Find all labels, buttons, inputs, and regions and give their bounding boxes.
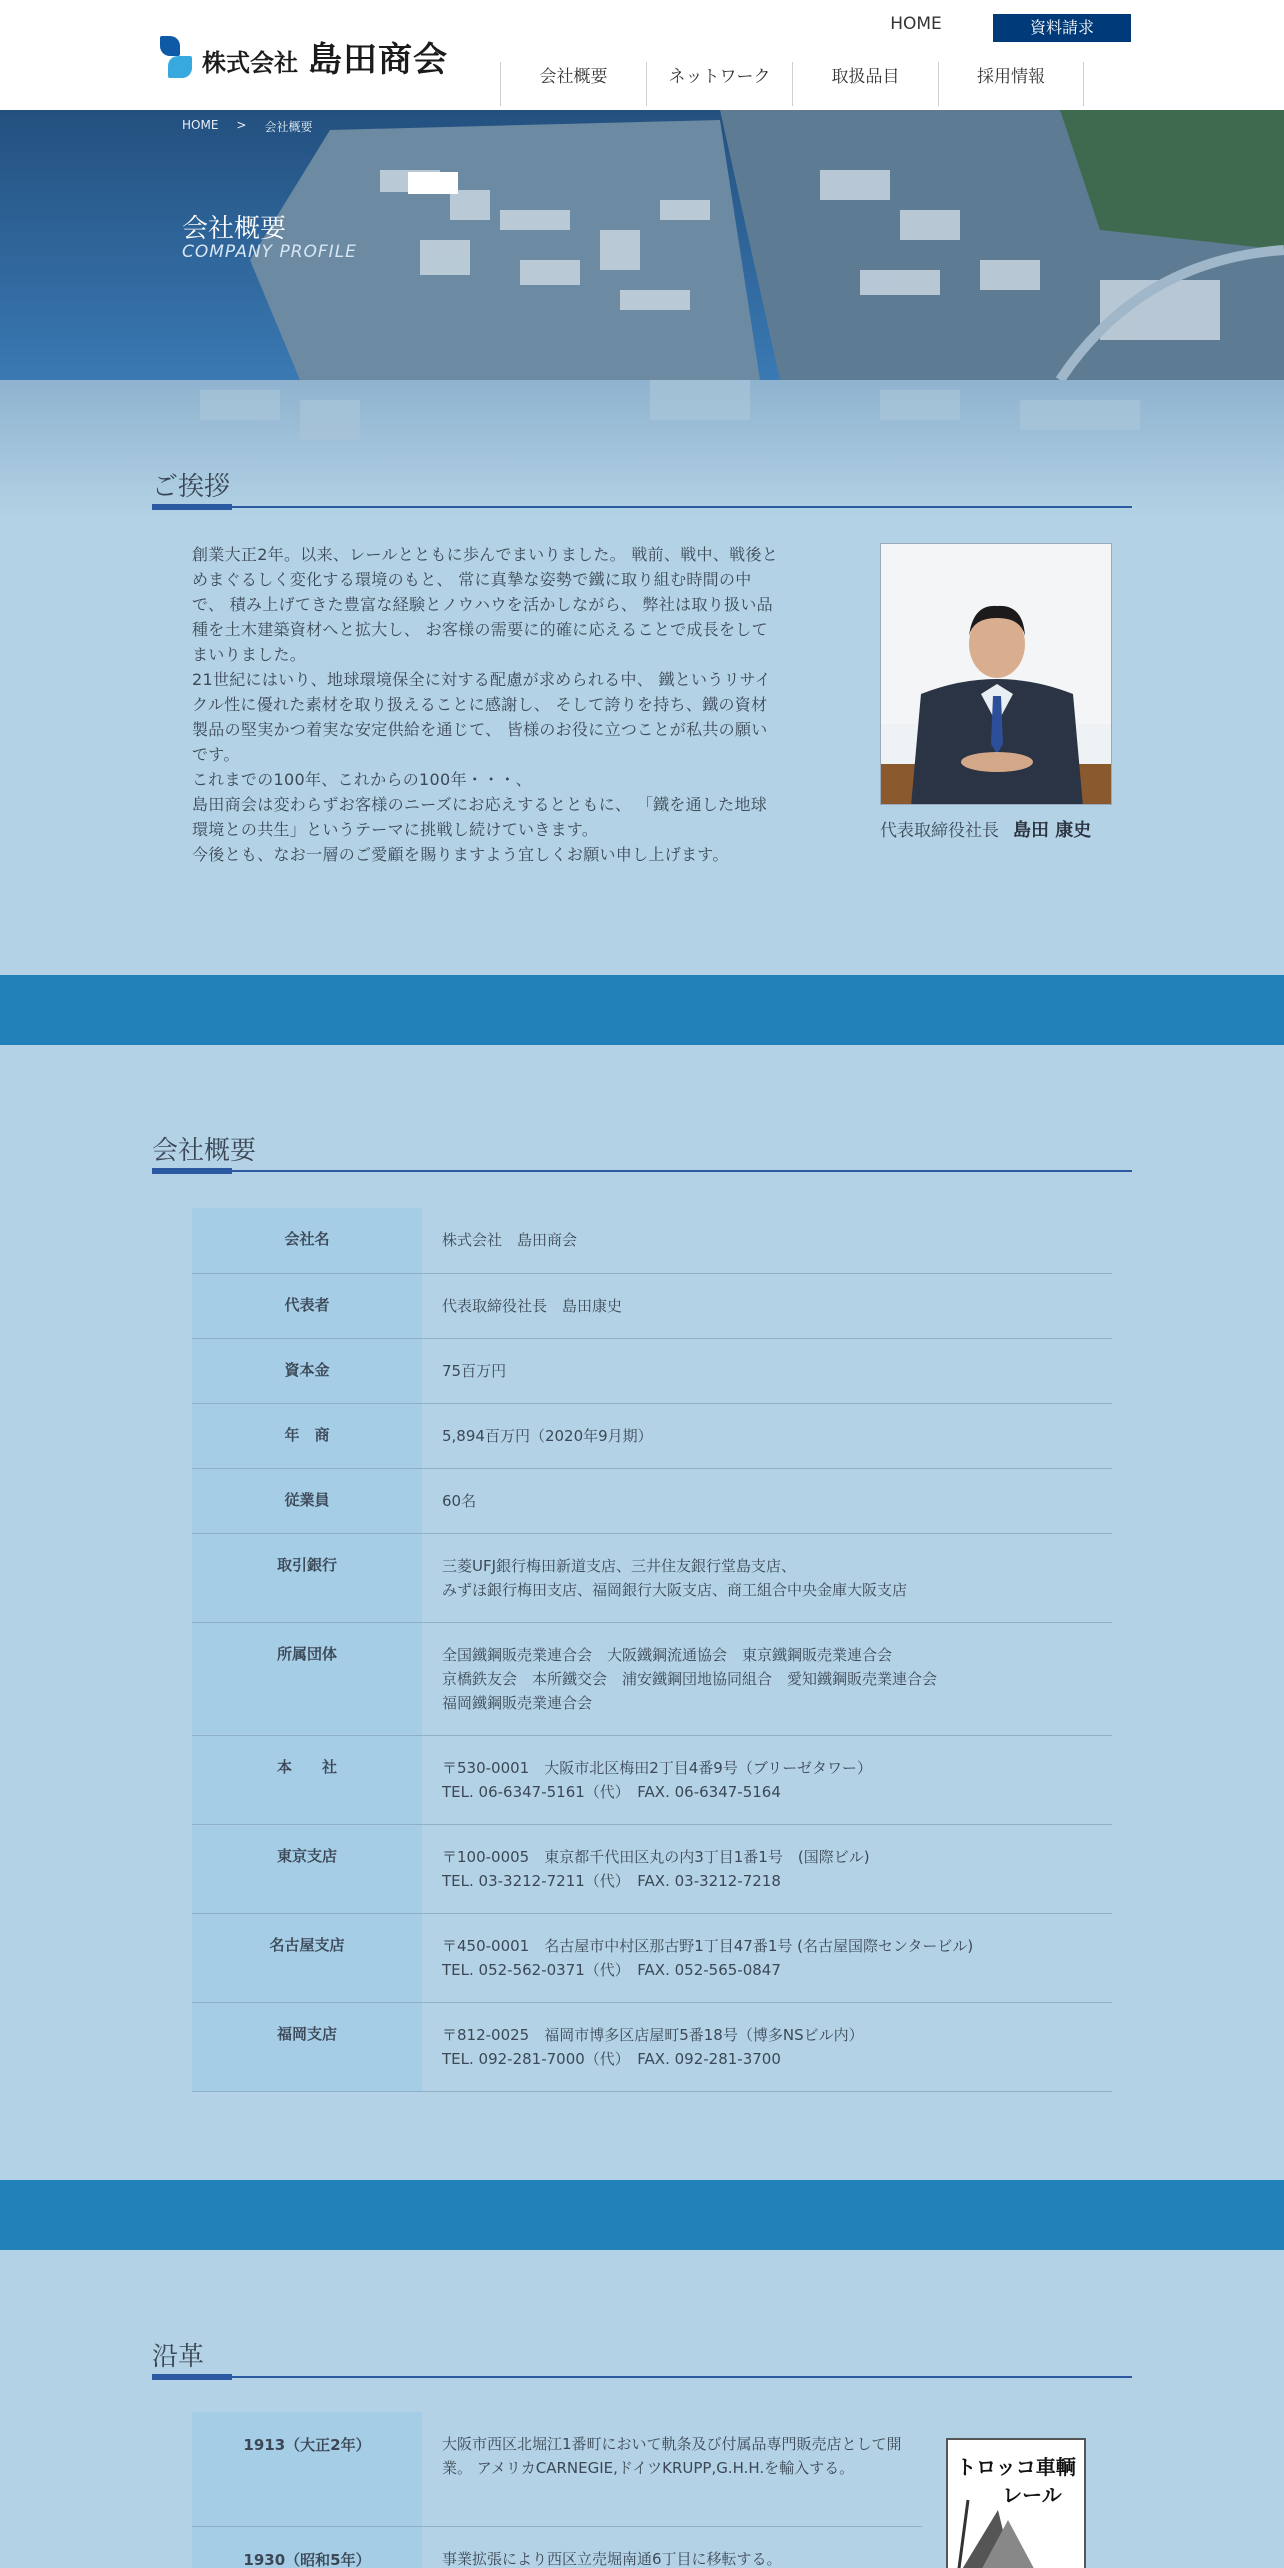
page-title: 会社概要 — [182, 214, 287, 244]
catalog-text-1: トロッコ車輌 — [956, 2455, 1076, 2479]
row-value: 代表取締役社長 島田康史 — [442, 1296, 623, 1315]
row-label: 名古屋支店 — [192, 1913, 422, 2002]
row-label: 従業員 — [192, 1468, 422, 1533]
history-heading-accent — [152, 2374, 232, 2380]
row-label: 代表者 — [192, 1273, 422, 1338]
table-row — [192, 1533, 1112, 1622]
request-materials-button[interactable]: 資料請求 — [993, 14, 1131, 42]
row-value: 全国鐵鋼販売業連合会 大阪鐵鋼流通協会 東京鐵鋼販売業連合会 — [442, 1645, 893, 1664]
row-label: 年 商 — [192, 1403, 422, 1468]
history-heading-rule — [152, 2376, 1132, 2378]
greeting-heading-accent — [152, 504, 232, 510]
logo-small-text: 株式会社 — [202, 49, 298, 77]
row-value: TEL. 052-562-0371（代） FAX. 052-565-0847 — [442, 1960, 781, 1979]
history-year: 1930（昭和5年） — [192, 2526, 422, 2568]
table-row — [192, 1208, 1112, 1273]
row-label: 所属団体 — [192, 1622, 422, 1735]
company-logo[interactable] — [160, 32, 448, 81]
row-label: 東京支店 — [192, 1824, 422, 1913]
row-value: 5,894百万円（2020年9月期） — [442, 1426, 653, 1445]
page-subtitle: COMPANY PROFILE — [182, 242, 357, 262]
president-caption — [880, 816, 1091, 842]
logo-mark-icon — [160, 36, 192, 78]
table-row — [192, 1468, 1112, 1533]
profile-heading-accent — [152, 1168, 232, 1174]
president-role: 代表取締役社長 — [880, 821, 999, 841]
profile-heading-rule — [152, 1170, 1132, 1172]
history-year: 1913（大正2年） — [192, 2412, 422, 2526]
greeting-paragraph: これまでの100年、これからの100年・・・、 — [192, 770, 532, 789]
table-row — [192, 1735, 1112, 1824]
table-row — [192, 1403, 1112, 1468]
greeting-heading: ご挨拶 — [152, 472, 231, 502]
greeting-paragraph: 島田商会は変わらずお客様のニーズにお応えするとともに、 「鐵を通した地球環境との共生」というテーマに挑戦し続けていきます。 — [192, 795, 768, 839]
row-value: みずほ銀行梅田支店、福岡銀行大阪支店、商工組合中央金庫大阪支店 — [442, 1580, 908, 1599]
nav-item-recruit[interactable]: 採用情報 — [938, 62, 1084, 106]
row-label: 会社名 — [192, 1208, 422, 1273]
history-table — [192, 2412, 922, 2568]
nav-item-products[interactable]: 取扱品目 — [792, 62, 938, 106]
table-row — [192, 1622, 1112, 1735]
greeting-paragraph: 今後とも、なお一層のご愛顧を賜りますよう宜しくお願い申し上げます。 — [192, 845, 729, 864]
breadcrumb — [182, 118, 312, 135]
row-value: 株式会社 島田商会 — [442, 1231, 578, 1249]
greeting-message — [192, 542, 782, 867]
nav-item-company[interactable]: 会社概要 — [500, 62, 646, 106]
greeting-paragraph: 創業大正2年。以来、レールとともに歩んでまいりました。 戦前、戦中、戦後とめまぐるしく変化する環境のもと、 常に真摯な姿勢で鐵に取り組む時間の中で、 積み上げてきた豊富な経験とノウハウを活かしながら、 弊社は取り扱い品種を土木建築資材へと拡大し、 お客様の需要に的確に応えることで成長をしてまいりました。 — [192, 545, 779, 664]
section-divider-band — [0, 2180, 1284, 2250]
table-row — [192, 2526, 922, 2568]
row-value: 〒100-0005 東京都千代田区丸の内3丁目1番1号 (国際ビル) — [442, 1847, 870, 1866]
row-value: 福岡鐵鋼販売業連合会 — [442, 1693, 593, 1712]
profile-heading: 会社概要 — [152, 1136, 257, 1166]
main-nav — [500, 62, 1084, 106]
catalog-text-2: レール — [1002, 2483, 1062, 2507]
history-text: 事業拡張により西区立売堀南通6丁目に移転する。 — [422, 2526, 922, 2568]
row-value: 75百万円 — [442, 1361, 507, 1380]
row-value: TEL. 092-281-7000（代） FAX. 092-281-3700 — [442, 2049, 781, 2068]
logo-big-text: 島田商会 — [308, 40, 448, 80]
table-row — [192, 2412, 922, 2526]
row-value: 〒530-0001 大阪市北区梅田2丁目4番9号（ブリーゼタワー） — [442, 1758, 872, 1777]
greeting-paragraph: 21世紀にはいり、地球環境保全に対する配慮が求められる中、 鐵というリサイクル性に優れた素材を取り扱えることに感謝し、 そして誇りを持ち、鐵の資材製品の堅実かつ着実な安定供給を通じて、 皆様のお役に立つことが私共の願いです。 — [192, 670, 772, 764]
history-text: 大阪市西区北堀江1番町において軌条及び付属品専門販売店として開業。 アメリカCARNEGIE,ドイツKRUPP,G.H.H.を輸入する。 — [422, 2412, 922, 2526]
row-value: TEL. 06-6347-5161（代） FAX. 06-6347-5164 — [442, 1782, 781, 1801]
row-label: 資本金 — [192, 1338, 422, 1403]
row-label: 本 社 — [192, 1735, 422, 1824]
greeting-heading-rule — [152, 506, 1132, 508]
president-photo — [880, 543, 1112, 805]
breadcrumb-current: 会社概要 — [264, 120, 313, 134]
table-row — [192, 1913, 1112, 2002]
section-divider-band — [0, 975, 1284, 1045]
site-header — [0, 0, 1284, 110]
row-value: 三菱UFJ銀行梅田新道支店、三井住友銀行堂島支店、 — [442, 1556, 797, 1575]
history-heading: 沿革 — [152, 2342, 205, 2372]
nav-item-network[interactable]: ネットワーク — [646, 62, 792, 106]
table-row — [192, 1338, 1112, 1403]
table-row — [192, 1273, 1112, 1338]
row-value: 〒812-0025 福岡市博多区店屋町5番18号（博多NSビル内） — [442, 2025, 864, 2044]
mine-cart-catalog-image — [946, 2438, 1086, 2568]
breadcrumb-home-link[interactable]: HOME — [182, 118, 219, 132]
breadcrumb-separator: > — [236, 118, 247, 132]
table-row — [192, 2002, 1112, 2091]
president-name: 島田 康史 — [1013, 820, 1092, 841]
company-info-table — [192, 1208, 1112, 2092]
row-value: 〒450-0001 名古屋市中村区那古野1丁目47番1号 (名古屋国際センタービル) — [442, 1936, 974, 1955]
table-row — [192, 1824, 1112, 1913]
row-value: TEL. 03-3212-7211（代） FAX. 03-3212-7218 — [442, 1871, 781, 1890]
row-value: 60名 — [442, 1491, 477, 1510]
top-home-link[interactable]: HOME — [890, 14, 942, 34]
row-label: 取引銀行 — [192, 1533, 422, 1622]
row-value: 京橋鉄友会 本所鐵交会 浦安鐵鋼団地協同組合 愛知鐵鋼販売業連合会 — [442, 1669, 938, 1688]
row-label: 福岡支店 — [192, 2002, 422, 2091]
